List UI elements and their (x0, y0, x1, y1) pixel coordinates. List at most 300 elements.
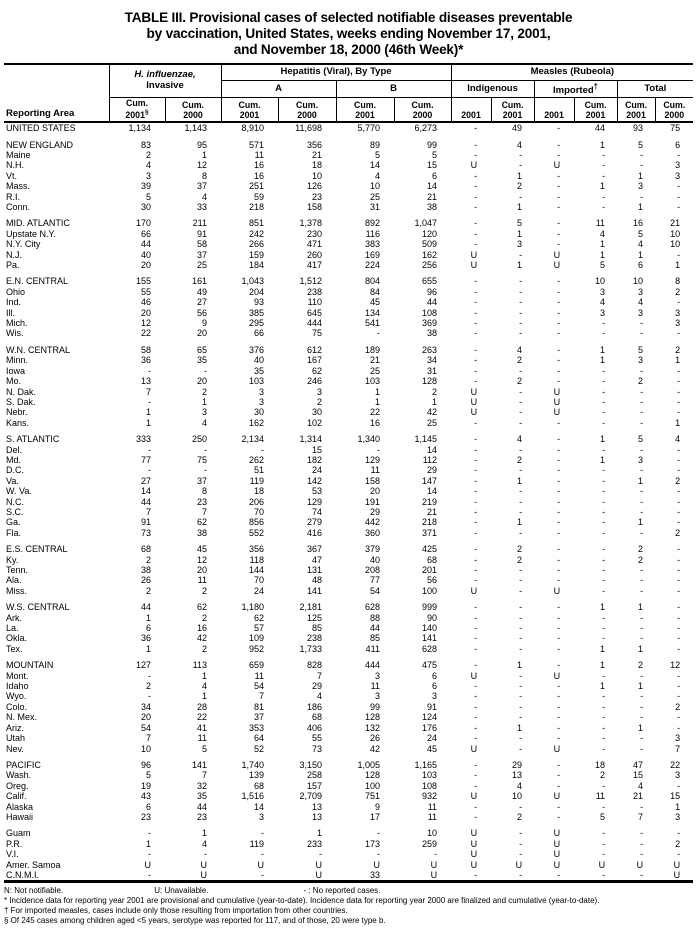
value-cell: - (602, 475, 606, 486)
reporting-area-cell: N.C. (6, 496, 24, 507)
value-cell: 128 (364, 712, 381, 723)
table-row (4, 160, 693, 170)
value-cell: 1 (202, 396, 208, 407)
value-cell: 77 (140, 454, 151, 465)
value-cell: 44 (595, 123, 606, 134)
value-cell: 68 (254, 780, 265, 791)
value-cell: 18 (254, 486, 265, 497)
reporting-area-cell: Ky. (6, 554, 19, 565)
value-cell: U (470, 407, 478, 418)
value-cell: - (677, 849, 681, 860)
value-cell: 1 (517, 202, 523, 212)
value-cell: - (474, 811, 478, 822)
value-cell: 2 (638, 554, 644, 565)
dagger-footnote-marker: † (593, 81, 599, 91)
value-cell: 2 (675, 475, 681, 486)
value-cell: 182 (306, 454, 323, 465)
value-cell: 16 (370, 417, 381, 428)
value-cell: 20 (197, 328, 208, 339)
value-cell: - (602, 801, 606, 812)
reporting-area-cell: Wyo. (6, 691, 27, 702)
value-cell: - (557, 365, 561, 376)
value-cell: 14 (140, 486, 151, 497)
reporting-area-cell: N.Y. City (6, 239, 41, 250)
reporting-area-cell: Mo. (6, 376, 22, 387)
reporting-area-cell: Ohio (6, 286, 26, 297)
value-cell: 14 (427, 181, 438, 192)
reporting-area-cell: La. (6, 623, 19, 634)
value-cell: 169 (364, 249, 381, 260)
value-cell: U (470, 828, 478, 839)
table-row (4, 633, 693, 643)
value-cell: 263 (422, 344, 438, 355)
value-cell: 444 (306, 318, 323, 329)
value-cell: 4 (517, 344, 523, 355)
table-row (4, 318, 693, 328)
value-cell: - (640, 407, 644, 418)
value-cell: - (519, 386, 523, 397)
value-cell: - (677, 565, 681, 575)
value-cell: - (519, 276, 523, 287)
indigenous-header: Indigenous (451, 80, 534, 97)
value-cell: 10 (370, 181, 381, 192)
value-cell: 21 (633, 791, 644, 802)
value-cell: U (673, 859, 681, 870)
value-cell: U (553, 260, 561, 271)
value-cell: U (430, 869, 438, 880)
column-header: Cum. 2000 (165, 97, 221, 122)
value-cell: - (602, 517, 606, 528)
value-cell: 20 (197, 376, 208, 387)
table-row (4, 287, 693, 297)
value-cell: 44 (140, 239, 151, 250)
value-cell: - (519, 149, 523, 160)
value-cell: - (557, 506, 561, 517)
value-cell: 6 (675, 139, 681, 150)
reporting-area-label: Reporting Area (6, 108, 75, 120)
value-cell: - (602, 712, 606, 723)
value-cell: 999 (422, 602, 438, 613)
value-cell: - (474, 434, 478, 445)
value-cell: 47 (633, 759, 644, 770)
table-row (4, 613, 693, 623)
value-cell: 471 (306, 239, 323, 250)
value-cell: - (519, 801, 523, 812)
title-line-2: by vaccination, United States, weeks ending November 17, 2001, (146, 26, 551, 41)
value-cell: 10 (512, 791, 523, 802)
value-cell: 126 (306, 181, 323, 192)
value-cell: 2 (202, 585, 208, 596)
value-cell: 4 (202, 191, 208, 202)
value-cell: 7 (145, 506, 151, 517)
reporting-area-cell: Del. (6, 444, 23, 455)
value-cell: 425 (422, 544, 438, 555)
value-cell: - (519, 496, 523, 507)
value-cell: - (557, 733, 561, 744)
value-cell: 125 (306, 612, 323, 623)
reporting-area-cell: Nebr. (6, 407, 28, 418)
value-cell: 13 (312, 811, 323, 822)
value-cell: 1 (600, 344, 606, 355)
value-cell: 31 (370, 202, 381, 212)
value-cell: 6 (432, 681, 438, 692)
value-cell: - (677, 396, 681, 407)
value-cell: 13 (312, 801, 323, 812)
value-cell: 260 (306, 249, 323, 260)
value-cell: - (557, 801, 561, 812)
value-cell: 3,150 (299, 759, 323, 770)
value-cell: 1,134 (128, 123, 151, 134)
value-cell: 3 (675, 160, 681, 171)
value-cell: - (602, 407, 606, 418)
value-cell: 442 (364, 517, 381, 528)
value-cell: 158 (306, 202, 323, 212)
value-cell: 45 (427, 743, 438, 754)
reporting-area-cell: Alaska (6, 801, 34, 812)
value-cell: - (519, 869, 523, 880)
value-cell: U (470, 838, 478, 849)
value-cell: 21 (312, 149, 323, 160)
value-cell: - (474, 527, 478, 538)
value-cell: 57 (254, 623, 265, 634)
value-cell: - (557, 318, 561, 329)
hepatitis-b-header: B (336, 80, 451, 97)
value-cell: 109 (248, 633, 265, 644)
reporting-area-cell: W.N. CENTRAL (6, 344, 71, 355)
reporting-area-header (4, 64, 109, 122)
value-cell: - (261, 828, 265, 839)
value-cell: - (519, 328, 523, 339)
column-header: Cum. 2000 (278, 97, 336, 122)
value-cell: - (148, 869, 151, 880)
value-cell: 91 (197, 228, 208, 239)
value-cell: - (519, 712, 523, 723)
value-cell: - (677, 249, 681, 260)
value-cell: 1 (375, 396, 381, 407)
value-cell: 1,043 (241, 276, 265, 287)
value-cell: 21 (670, 218, 681, 229)
value-cell: 14 (254, 801, 265, 812)
value-cell: 120 (422, 228, 438, 239)
value-cell: - (474, 170, 478, 181)
value-cell: - (474, 681, 478, 692)
value-cell: 5 (600, 811, 606, 822)
value-cell: 1 (517, 660, 523, 671)
value-cell: 99 (370, 701, 381, 712)
table-row (4, 565, 693, 575)
value-cell: - (677, 454, 681, 465)
value-cell: - (148, 365, 151, 376)
table-row (4, 366, 693, 376)
value-cell: 51 (254, 465, 265, 476)
value-cell: - (148, 691, 151, 702)
value-cell: 103 (364, 376, 381, 387)
value-cell: - (474, 149, 478, 160)
value-cell: 68 (312, 712, 323, 723)
value-cell: - (640, 160, 644, 171)
value-cell: - (640, 691, 644, 702)
value-cell: - (474, 565, 478, 575)
value-cell: - (557, 444, 561, 455)
value-cell: 259 (422, 838, 438, 849)
value-cell: 11 (254, 670, 265, 681)
value-cell: 3 (638, 307, 644, 318)
value-cell: 238 (306, 633, 323, 644)
value-cell: - (474, 376, 478, 387)
reporting-area-cell: Ind. (6, 297, 22, 308)
value-cell: - (602, 612, 606, 623)
value-cell: 444 (364, 660, 381, 671)
value-cell: 32 (197, 780, 208, 791)
value-cell: - (557, 701, 561, 712)
value-cell: U (553, 386, 561, 397)
table-row (4, 828, 693, 838)
table-row (4, 407, 693, 417)
value-cell: - (640, 733, 644, 744)
value-cell: - (557, 712, 561, 723)
value-cell: 5,770 (357, 123, 381, 134)
value-cell: 3 (675, 307, 681, 318)
value-cell: 541 (364, 318, 381, 329)
value-cell: 14 (427, 444, 438, 455)
value-cell: 55 (312, 733, 323, 744)
value-cell: 19 (140, 780, 151, 791)
value-cell: - (519, 612, 523, 623)
value-cell: - (602, 701, 606, 712)
value-cell: 211 (192, 218, 208, 229)
value-cell: 6 (432, 670, 438, 681)
value-cell: 127 (135, 660, 151, 671)
value-cell: - (640, 838, 644, 849)
reporting-area-cell: Upstate N.Y. (6, 228, 56, 239)
value-cell: 29 (312, 681, 323, 692)
value-cell: - (602, 554, 606, 565)
value-cell: 70 (254, 575, 265, 586)
value-cell: 23 (197, 811, 208, 822)
table-row (4, 849, 693, 859)
value-cell: 2 (517, 355, 523, 366)
value-cell: - (557, 434, 561, 445)
value-cell: 7 (675, 743, 681, 754)
table-row (4, 575, 693, 585)
reporting-area-cell: Oreg. (6, 780, 29, 791)
value-cell: 7 (145, 733, 151, 744)
value-cell: 612 (306, 344, 323, 355)
value-cell: 44 (140, 496, 151, 507)
table-row (4, 218, 693, 228)
value-cell: - (602, 170, 606, 181)
reporting-area-cell: Mont. (6, 670, 29, 681)
value-cell: 147 (422, 475, 438, 486)
value-cell: - (602, 743, 606, 754)
value-cell: 62 (312, 365, 323, 376)
value-cell: - (557, 681, 561, 692)
column-header: Cum. 2001 (491, 97, 534, 122)
value-cell: 162 (422, 249, 438, 260)
value-cell: - (602, 585, 606, 596)
value-cell: - (557, 643, 561, 654)
value-cell: 100 (422, 585, 438, 596)
value-cell: 1 (638, 202, 644, 212)
value-cell: - (474, 444, 478, 455)
value-cell: - (640, 670, 644, 681)
table-row (4, 376, 693, 386)
value-cell: - (557, 486, 561, 497)
value-cell: 30 (254, 407, 265, 418)
legend-unavailable: U: Unavailable. (154, 886, 209, 896)
table-row (4, 781, 693, 791)
value-cell: - (519, 444, 523, 455)
value-cell: - (640, 575, 644, 586)
value-cell: 218 (248, 202, 265, 212)
value-cell: U (200, 869, 208, 880)
value-cell: 59 (254, 191, 265, 202)
value-cell: 54 (370, 585, 381, 596)
value-cell: 2 (675, 701, 681, 712)
reporting-area-cell: C.N.M.I. (6, 869, 39, 880)
value-cell: 141 (191, 759, 208, 770)
value-cell: 45 (197, 544, 208, 555)
value-cell: 2 (638, 544, 644, 555)
value-cell: 108 (422, 307, 438, 318)
value-cell: - (602, 160, 606, 171)
reporting-area-cell: Okla. (6, 633, 28, 644)
imported-label: Imported (553, 84, 594, 96)
value-cell: 159 (248, 249, 265, 260)
value-cell: 173 (364, 838, 381, 849)
value-cell: - (474, 554, 478, 565)
value-cell: 7 (145, 386, 151, 397)
value-cell: 233 (306, 838, 323, 849)
value-cell: 4 (638, 297, 644, 308)
value-cell: 3 (432, 691, 438, 702)
value-cell: - (640, 612, 644, 623)
value-cell: 379 (364, 544, 381, 555)
value-cell: - (557, 691, 561, 702)
value-cell: 85 (312, 623, 323, 634)
table-row (4, 308, 693, 318)
value-cell: - (557, 376, 561, 387)
value-cell: 56 (427, 575, 438, 586)
value-cell: - (640, 486, 644, 497)
column-header: Cum. 2001§ (109, 97, 165, 122)
value-cell: 256 (422, 260, 438, 271)
value-cell: 4 (517, 780, 523, 791)
value-cell: - (474, 123, 478, 134)
value-cell: U (553, 249, 561, 260)
value-cell: - (474, 139, 478, 150)
column-header: Cum. 2001 (574, 97, 617, 122)
value-cell: 3 (259, 396, 265, 407)
value-cell: 406 (306, 722, 323, 733)
value-cell: - (640, 585, 644, 596)
value-cell: - (602, 691, 606, 702)
value-cell: 45 (370, 297, 381, 308)
reporting-area-cell: MOUNTAIN (6, 660, 54, 671)
value-cell: - (474, 701, 478, 712)
value-cell: - (602, 838, 606, 849)
reporting-area-cell: Va. (6, 475, 19, 486)
value-cell: U (373, 859, 381, 870)
value-cell: 93 (254, 297, 265, 308)
value-cell: 2 (600, 770, 606, 781)
table-row (4, 181, 693, 191)
value-cell: 1,512 (299, 276, 323, 287)
value-cell: 37 (197, 181, 208, 192)
reporting-area-cell: D.C. (6, 465, 24, 476)
value-cell: - (677, 643, 681, 654)
value-cell: 8,910 (241, 123, 265, 134)
reporting-area-cell: Utah (6, 733, 26, 744)
value-cell: - (557, 475, 561, 486)
table-row (4, 497, 693, 507)
value-cell: 62 (197, 517, 208, 528)
value-cell: 23 (197, 496, 208, 507)
value-cell: - (557, 202, 561, 212)
value-cell: 1 (517, 260, 523, 271)
reporting-area-cell: Ala. (6, 575, 22, 586)
value-cell: - (474, 297, 478, 308)
value-cell: 28 (197, 701, 208, 712)
value-cell: 184 (248, 260, 265, 271)
value-cell: 102 (306, 417, 323, 428)
value-cell: 25 (370, 365, 381, 376)
value-cell: 353 (248, 722, 265, 733)
value-cell: - (677, 444, 681, 455)
value-cell: - (474, 496, 478, 507)
reporting-area-cell: P.R. (6, 838, 23, 849)
value-cell: 34 (140, 701, 151, 712)
value-cell: 74 (312, 506, 323, 517)
value-cell: 1 (145, 407, 151, 418)
value-cell: 3 (259, 386, 265, 397)
value-cell: - (602, 780, 606, 791)
value-cell: 191 (364, 496, 381, 507)
value-cell: - (474, 417, 478, 428)
value-cell: 119 (249, 475, 265, 486)
reporting-area-cell: Mass. (6, 181, 31, 192)
value-cell: 17 (370, 811, 381, 822)
value-cell: 628 (364, 602, 381, 613)
value-cell: U (257, 859, 265, 870)
value-cell: 1 (375, 386, 381, 397)
value-cell: - (519, 365, 523, 376)
value-cell: - (557, 123, 561, 134)
value-cell: 42 (427, 407, 438, 418)
value-cell: 144 (248, 565, 265, 575)
value-cell: 116 (365, 228, 381, 239)
table-row (4, 623, 693, 633)
value-cell: 42 (197, 633, 208, 644)
value-cell: 4 (517, 139, 523, 150)
value-cell: 100 (364, 780, 381, 791)
value-cell: 16 (254, 170, 265, 181)
value-cell: - (474, 759, 478, 770)
value-cell: 33 (197, 202, 208, 212)
value-cell: 262 (248, 454, 265, 465)
value-cell: 3 (675, 170, 681, 181)
value-cell: 22 (197, 712, 208, 723)
value-cell: - (519, 670, 523, 681)
value-cell: 279 (306, 517, 323, 528)
value-cell: 219 (422, 496, 438, 507)
reporting-area-cell: UNITED STATES (6, 123, 76, 134)
value-cell: - (557, 344, 561, 355)
value-cell: 1 (638, 602, 644, 613)
value-cell: - (557, 170, 561, 181)
value-cell: 21 (370, 355, 381, 366)
value-cell: - (519, 828, 523, 839)
